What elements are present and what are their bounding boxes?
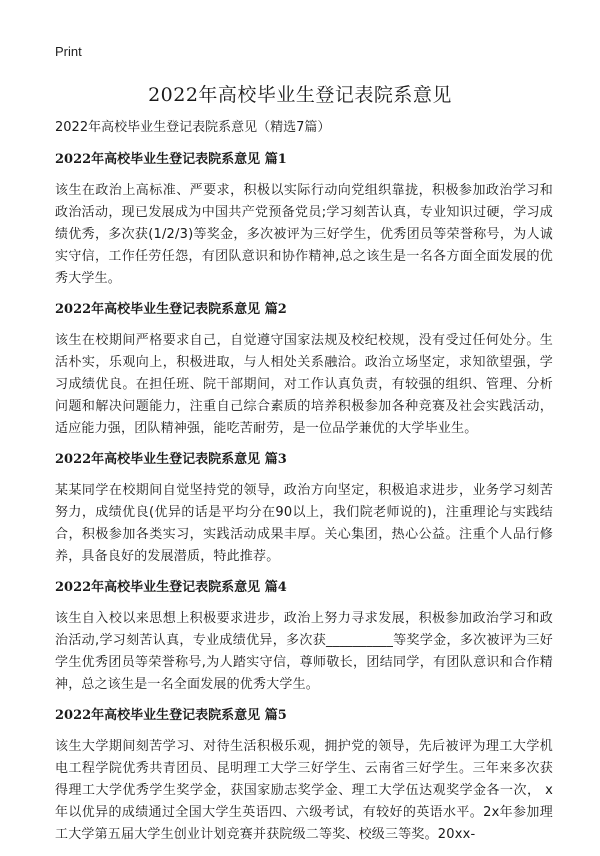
document-subtitle: 2022年高校毕业生登记表院系意见（精选7篇） [55,120,331,135]
print-link[interactable]: Print [55,44,82,59]
section-body-2: 该生在校期间严格要求自己，自觉遵守国家法规及校纪校规，没有受过任何处分。生活朴实，乐观向上，积极进取，与人相处关系融洽。政治立场坚定，求知欲望强，学习成绩优良。在担任班、院干部期间，对工作认真负责，有较强的组织、管理、分析问题和解决问题能力，注重自己综合素质的培养积极参加各种竞赛及社会实践活动，适应能力强，团队精神强，能吃苦耐劳，是一位品学兼优的大学毕业生。 [55,333,553,436]
section-heading-2: 2022年高校毕业生登记表院系意见 篇2 [55,302,287,317]
page-title: 2022年高校毕业生登记表院系意见 [148,84,452,106]
section-body-5: 该生大学期间刻苦学习、对待生活积极乐观，拥护党的领导，先后被评为理工大学机电工程学院优秀共青团员、昆明理工大学三好学生、云南省三好学生。三年来多次获得理工大学优秀学生奖学金，获国家励志奖学金、理工大学伍达观奖学金各一次， x年以优异的成绩通过全国大学生英语四、六级考试，有较好的英语水平。2x年参加理工大学第五届大学生创业计划竞赛并获院级二等奖、校级三等奖。20xx- [55,739,553,842]
section-body-1: 该生在政治上高标准、严要求，积极以实际行动向党组织靠拢，积极参加政治学习和政治活动，现已发展成为中国共产党预备党员;学习刻苦认真，专业知识过硬，学习成绩优秀，多次获(1/2/3)等奖金，多次被评为三好学生，优秀团员等荣誉称号，为人诚实守信，工作任劳任怨，有团队意识和协作精神,总之该生是一名各方面全面发展的优秀大学生。 [55,183,553,286]
section-heading-5: 2022年高校毕业生登记表院系意见 篇5 [55,708,287,723]
section-body-4: 该生自入校以来思想上积极要求进步，政治上努力寻求发展，积极参加政治学习和政治活动,学习刻苦认真，专业成绩优异，多次获__________等奖学金，多次被评为三好学生优秀团员等荣誉称号,为人踏实守信，尊师敬长，团结同学，有团队意识和合作精神，总之该生是一名全面发展的优秀大学生。 [55,611,553,692]
section-heading-1: 2022年高校毕业生登记表院系意见 篇1 [55,152,287,167]
section-heading-4: 2022年高校毕业生登记表院系意见 篇4 [55,580,287,595]
document-content [55,118,553,856]
section-body-3: 某某同学在校期间自觉坚持党的领导，政治方向坚定，积极追求进步，业务学习刻苦努力，成绩优良(优异的话是平均分在90以上，我们院老师说的)，注重理论与实践结合，积极参加各类实习，实践活动成果丰厚。关心集团，热心公益。注重个人品行修养，具备良好的发展潜质，特此推荐。 [55,483,553,564]
section-heading-3: 2022年高校毕业生登记表院系意见 篇3 [55,452,287,467]
